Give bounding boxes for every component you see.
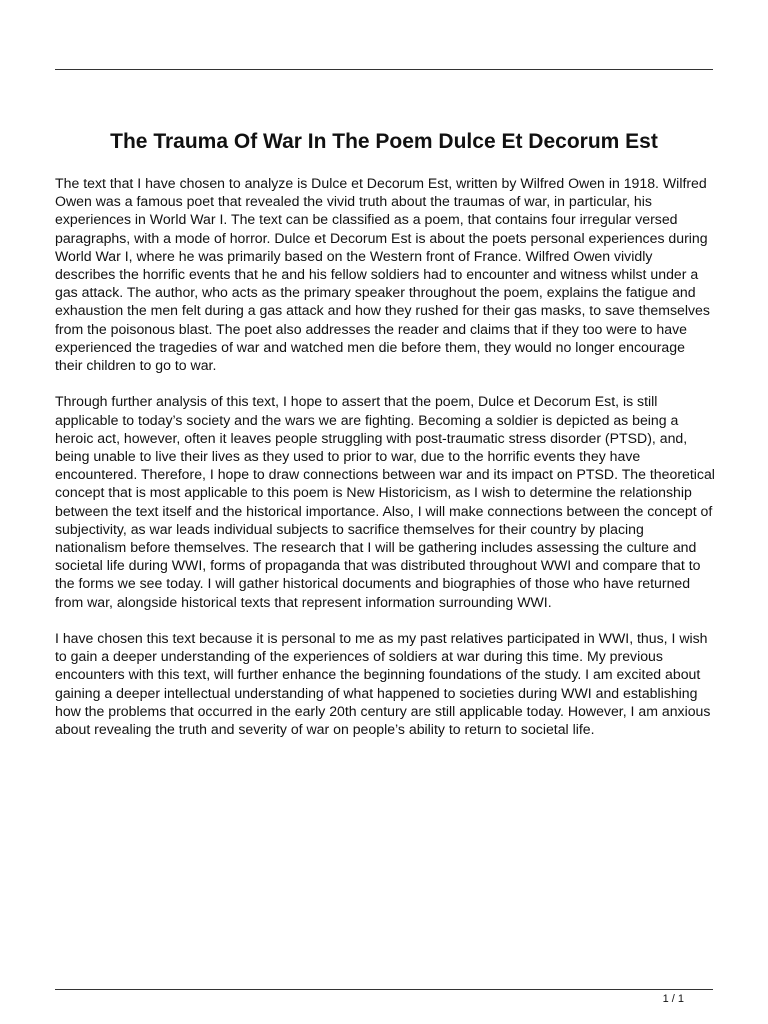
document-title: The Trauma Of War In The Poem Dulce Et Decorum Est (110, 130, 658, 153)
paragraph-1: The text that I have chosen to analyze is Dulce et Decorum Est, written by Wilfred Owen in 1918. Wilfred Owen was a famous poet that revealed the vivid truth about the traumas of war, in particular, his experiences in World War I. The text can be classified as a poem, that contains four irregular versed paragraphs, with a mode of horror. Dulce et Decorum Est is about the poets personal experiences during World War I, where he was primarily based on the Western front of France. Wilfred Owen vividly describes the horrific events that he and his fellow soldiers had to encounter and witness whilst under a gas attack. The author, who acts as the primary speaker throughout the poem, explains the fatigue and exhaustion the men felt during a gas attack and how they rushed for their gas masks, to save themselves from the poisonous blast. The poet also addresses the reader and claims that if they too were to have experienced the tragedies of war and watched men die before them, they would no longer encourage their children to go to war. (55, 175, 710, 374)
paragraph-3: I have chosen this text because it is personal to me as my past relatives participated in WWI, thus, I wish to gain a deeper understanding of the experiences of soldiers at war during this time. My previous encounters with this text, will further enhance the beginning foundations of the study. I am excited about gaining a deeper intellectual understanding of what happened to societies during WWI and establishing how the problems that occurred in the early 20th century are still applicable today. However, I am anxious about revealing the truth and severity of war on people’s ability to return to societal life. (55, 630, 711, 738)
header-divider (55, 69, 713, 70)
footer-divider (55, 989, 713, 990)
paragraph-2: Through further analysis of this text, I hope to assert that the poem, Dulce et Decorum Est, is still applicable to today’s society and the wars we are fighting. Becoming a soldier is depicted as being a heroic act, however, often it leaves people struggling with post-traumatic stress disorder (PTSD), and, being unable to live their lives as they used to prior to war, due to the horrific events they have encountered. Therefore, I hope to draw connections between war and its impact on PTSD. The theoretical concept that is most applicable to this poem is New Historicism, as I wish to determine the relationship between the text itself and the historical importance. Also, I will make connections between the concept of subjectivity, as war leads individual subjects to sacrifice themselves for their country by placing nationalism before themselves. The research that I will be gathering includes assessing the culture and societal life during WWI, forms of propaganda that was distributed throughout WWI and compare that to the forms we see today. I will gather historical documents and biographies of those who have returned from war, alongside historical texts that represent information surrounding WWI. (55, 393, 715, 610)
document-body (55, 174, 715, 756)
page-number: 1 / 1 (662, 993, 684, 1005)
